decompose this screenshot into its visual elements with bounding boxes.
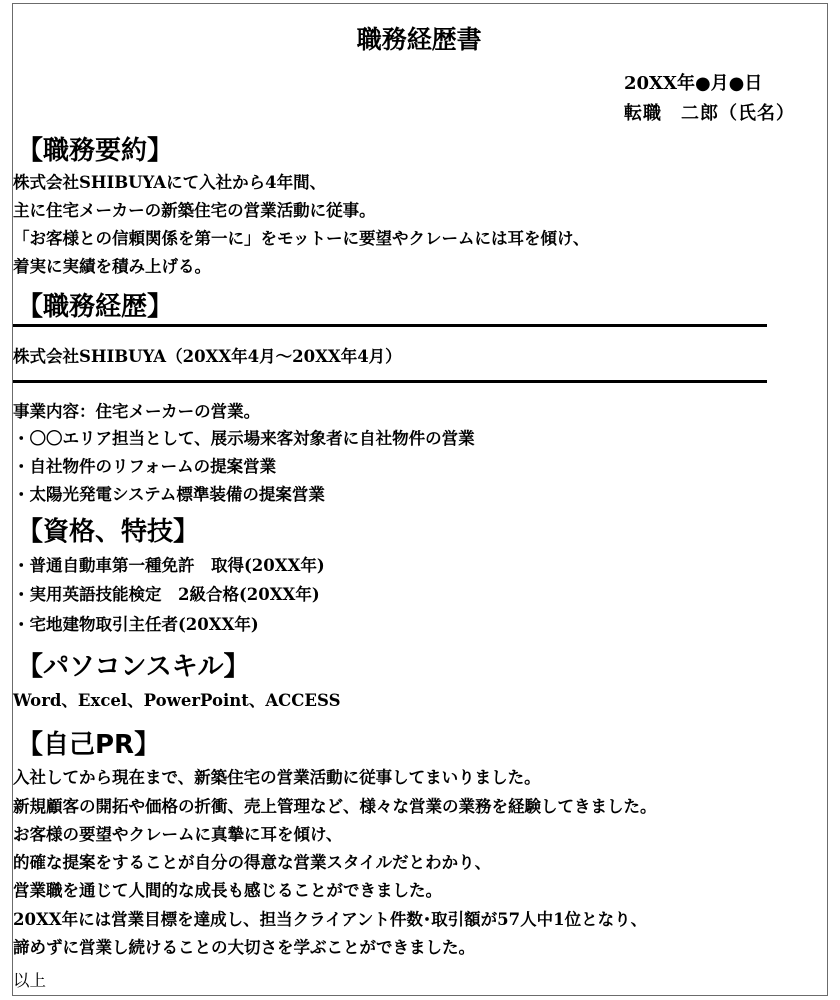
self-pr-line: 新規顧客の開拓や価格の折衝、売上管理など、様々な営業の業務を経験してきました。 [13, 797, 657, 816]
history-line: ・太陽光発電システム標準装備の提案営業 [13, 485, 325, 504]
divider [13, 324, 767, 327]
document-date: 20XX年●月●日 [624, 73, 763, 94]
pc-skills-text: Word、Excel、PowerPoint、ACCESS [13, 691, 341, 710]
applicant-name: 転職 二郎（氏名） [624, 103, 795, 124]
self-pr-line: 20XX年には営業目標を達成し、担当クライアント件数･取引額が57人中1位となり、 [13, 910, 648, 929]
history-line: ・〇〇エリア担当として、展示場来客対象者に自社物件の営業 [13, 429, 475, 448]
document-title: 職務経歴書 [356, 25, 482, 54]
summary-line: 着実に実績を積み上げる。 [13, 257, 211, 276]
summary-line: 「お客様との信頼関係を第一に」をモットーに要望やクレームには耳を傾け、 [13, 229, 590, 248]
history-line: ・自社物件のリフォームの提案営業 [13, 457, 277, 476]
self-pr-line: 諦めずに営業し続けることの大切さを学ぶことができました。 [13, 938, 475, 957]
summary-heading: 【職務要約】 [17, 136, 174, 166]
self-pr-heading: 【自己PR】 [17, 730, 161, 760]
qualification-item: ・普通自動車第一種免許 取得(20XX年) [13, 556, 325, 575]
history-heading: 【職務経歴】 [17, 292, 174, 322]
self-pr-line: お客様の要望やクレームに真摯に耳を傾け、 [13, 825, 343, 844]
self-pr-line: 的確な提案をすることが自分の得意な営業スタイルだとわかり、 [13, 853, 492, 872]
company-period: 株式会社SHIBUYA（20XX年4月～20XX年4月） [13, 347, 402, 366]
qualification-item: ・実用英語技能検定 2級合格(20XX年) [13, 585, 320, 604]
closing-text: 以上 [13, 971, 46, 990]
divider [13, 380, 767, 383]
pc-skills-heading: 【パソコンスキル】 [17, 652, 250, 682]
resume-page [12, 3, 828, 996]
qualifications-heading: 【資格、特技】 [17, 517, 200, 547]
qualification-item: ・宅地建物取引主任者(20XX年) [13, 615, 259, 634]
summary-line: 株式会社SHIBUYAにて入社から4年間、 [13, 173, 327, 192]
summary-line: 主に住宅メーカーの新築住宅の営業活動に従事。 [13, 201, 376, 220]
self-pr-line: 入社してから現在まで、新築住宅の営業活動に従事してまいりました。 [13, 768, 541, 787]
history-line: 事業内容：住宅メーカーの営業。 [13, 402, 261, 421]
self-pr-line: 営業職を通じて人間的な成長も感じることができました。 [13, 881, 442, 900]
